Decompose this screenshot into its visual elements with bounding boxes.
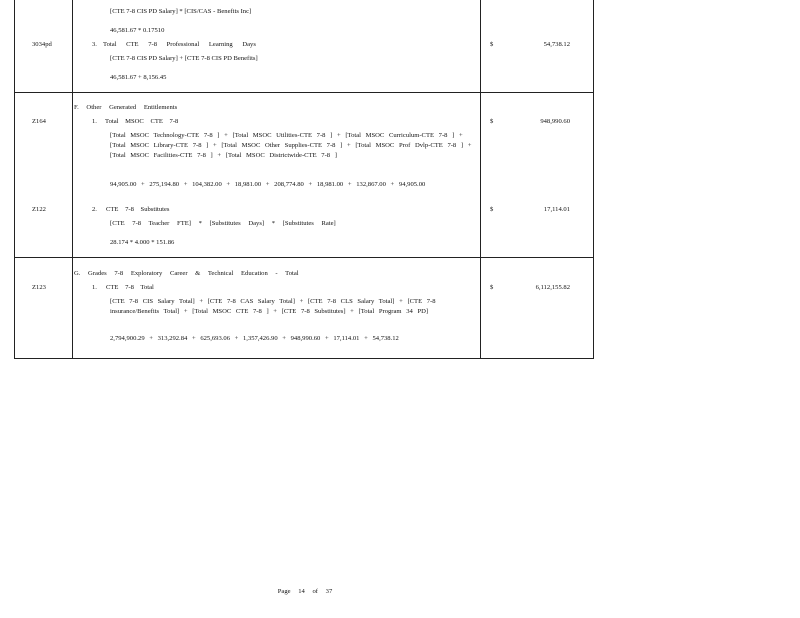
row-code: Z122: [32, 206, 46, 213]
page-number: 14: [298, 588, 305, 595]
row-values: 2,794,900.29 + 313,292.84 + 625,693.06 + 1,357,426.90 + 948,990.60 + 17,114.01 + 54,738.12: [110, 335, 399, 342]
dollar-sign: $: [490, 284, 494, 291]
section-g-exploratory-cte: [14, 258, 594, 359]
column-divider-left: [72, 93, 73, 257]
row-amount: 54,738.12: [543, 41, 570, 48]
row-code: Z164: [32, 118, 46, 125]
row-values: 94,905.00 + 275,194.80 + 104,382.00 + 18,981.00 + 208,774.80 + 18,981.00 + 132,867.00 + 94,905.00: [110, 181, 426, 188]
row-label: CTE 7-8 Total: [106, 284, 154, 291]
row-amount: 948,990.60: [540, 118, 570, 125]
column-divider-right: [480, 258, 481, 358]
column-divider-left: [72, 0, 73, 92]
dollar-sign: $: [490, 41, 494, 48]
of-label: of: [312, 588, 318, 595]
values-cis-pd-benefits: 46,581.67 * 0.17510: [110, 27, 165, 34]
row-formula: [CTE 7-8 CIS PD Salary] + [CTE 7-8 CIS PD Benefits]: [110, 55, 258, 62]
row-number: 3.: [92, 41, 97, 48]
row-formula: [CTE 7-8 CIS Salary Total] + [CTE 7-8 CAS Salary Total] + [CTE 7-8 CLS Salary Total] + [CTE 7-8 insurance/Benefits Total] + [Total MSOC CTE 7-8 ] + [CTE 7-8 Substitutes] + [Total Program 34 PD]: [110, 298, 436, 315]
section-f-other-entitlements: [14, 93, 594, 258]
row-number: 1.: [92, 118, 97, 125]
page-label: Page: [277, 588, 291, 595]
dollar-sign: $: [490, 206, 494, 213]
report-table: [14, 0, 594, 359]
row-amount: 6,112,155.82: [535, 284, 570, 291]
row-values: 46,581.67 + 8,156.45: [110, 74, 167, 81]
row-values: 28.174 * 4.000 * 151.86: [110, 239, 175, 246]
row-label: Total CTE 7-8 Professional Learning Days: [103, 41, 256, 48]
row-label: CTE 7-8 Substitutes: [106, 206, 170, 213]
total-pages: 37: [325, 588, 333, 595]
section-heading: F. Other Generated Entitlements: [74, 104, 178, 111]
row-code: Z123: [32, 284, 46, 291]
formula-cis-pd-benefits: [CTE 7-8 CIS PD Salary] * [CIS/CAS - Benefits Inc]: [110, 8, 252, 15]
dollar-sign: $: [490, 118, 494, 125]
section-heading: G. Grades 7-8 Exploratory Career & Technical Education - Total: [74, 270, 299, 277]
row-formula: [CTE 7-8 Teacher FTE] * [Substitutes Days] * [Substitutes Rate]: [110, 220, 336, 227]
row-code: 3034pd: [32, 41, 52, 48]
row-amount: 17,114.01: [543, 206, 570, 213]
row-formula: [Total MSOC Technology-CTE 7-8 ] + [Total MSOC Utilities-CTE 7-8 ] + [Total MSOC Curriculum-CTE 7-8 ] + [Total MSOC Library-CTE 7-8 ] + [Total MSOC Other Supplies-CTE 7-8 ] + [Total MSOC Prof Dvlp-CTE 7-8 ] + [Total MSOC Facilities-CTE 7-8 ] + [Total MSOC Districtwide-CTE 7-8 ]: [110, 132, 472, 159]
column-divider-right: [480, 0, 481, 92]
page-footer: [0, 588, 610, 595]
section-professional-learning: [14, 0, 594, 93]
column-divider-left: [72, 258, 73, 358]
column-divider-right: [480, 93, 481, 257]
row-number: 1.: [92, 284, 97, 291]
row-number: 2.: [92, 206, 97, 213]
row-label: Total MSOC CTE 7-8: [105, 118, 179, 125]
